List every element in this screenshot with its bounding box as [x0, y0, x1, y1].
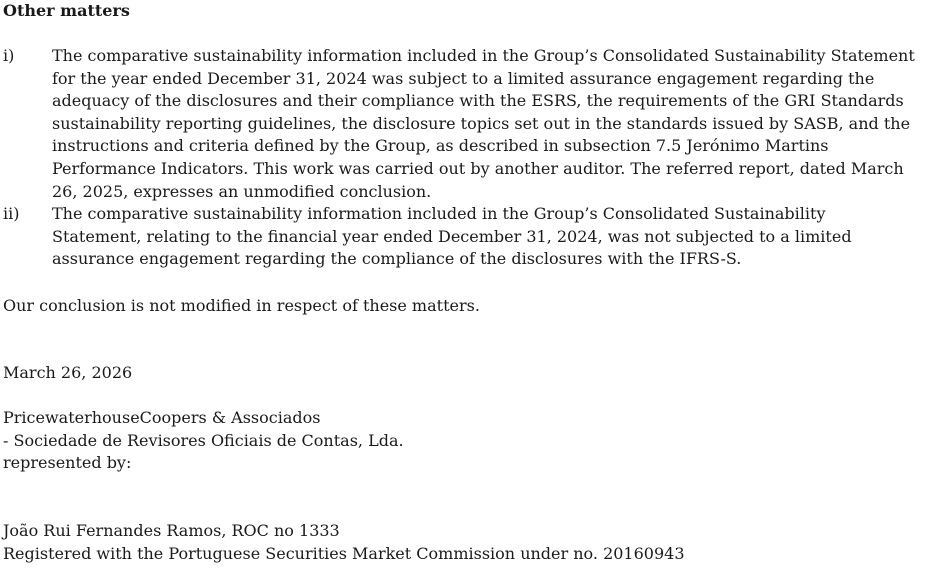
section-heading: Other matters [3, 1, 130, 20]
conclusion-statement: Our conclusion is not modified in respect of these matters. [3, 296, 480, 315]
list-marker: ii) [3, 204, 20, 223]
list-item-ii [3, 203, 918, 271]
list-item-text: The comparative sustainability information included in the Group’s Consolidated Sustainability Statement for the year ended December 31, 2024 was subject to a limited assurance engagement regarding the adequacy of the disclosures and their compliance with the ESRS, the requirements of the GRI Standards sustainability reporting guidelines, the disclosure topics set out in the standards issued by SASB, and the instructions and criteria defined by the Group, as described in subsection 7.5 Jerónimo Martins Performance Indicators. This work was carried out by another auditor. The referred report, dated March 26, 2025, expresses an unmodified conclusion. [52, 46, 915, 201]
firm-name-suffix: - Sociedade de Revisores Oficiais de Contas, Lda. [3, 431, 404, 450]
signatory-registration: Registered with the Portuguese Securities Market Commission under no. 20160943 [3, 544, 685, 563]
signatory-name: João Rui Fernandes Ramos, ROC no 1333 [3, 521, 340, 540]
list-item-text: The comparative sustainability information included in the Group’s Consolidated Sustainability Statement, relating to the financial year ended December 31, 2024, was not subjected to a limited assurance engagement regarding the compliance of the disclosures with the IFRS-S. [52, 204, 852, 269]
report-date: March 26, 2026 [3, 363, 133, 382]
list-marker: i) [3, 46, 15, 65]
list-item-i [3, 45, 918, 203]
firm-name: PricewaterhouseCoopers & Associados [3, 408, 321, 427]
represented-by-label: represented by: [3, 453, 132, 472]
